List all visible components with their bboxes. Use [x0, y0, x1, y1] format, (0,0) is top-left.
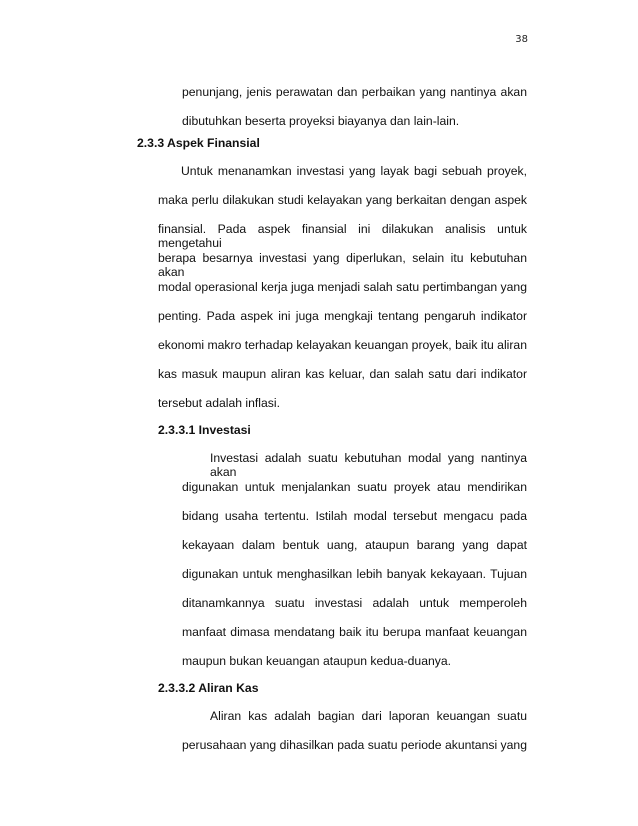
- paragraph-line: perusahaan yang dihasilkan pada suatu periode akuntansi yang: [182, 738, 527, 752]
- paragraph-line: berapa besarnya investasi yang diperlukan, selain itu kebutuhan akan: [158, 251, 527, 279]
- paragraph-line: kekayaan dalam bentuk uang, ataupun barang yang dapat: [182, 538, 527, 552]
- paragraph-line: kas masuk maupun aliran kas keluar, dan salah satu dari indikator: [158, 367, 527, 381]
- continuation-line: dibutuhkan beserta proyeksi biayanya dan lain-lain.: [182, 114, 460, 128]
- paragraph-line: bidang usaha tertentu. Istilah modal tersebut mengacu pada: [182, 509, 527, 523]
- page-number: 38: [515, 34, 528, 45]
- paragraph-line: penting. Pada aspek ini juga mengkaji tentang pengaruh indikator: [158, 309, 527, 323]
- paragraph-line: manfaat dimasa mendatang baik itu berupa manfaat keuangan: [182, 625, 527, 639]
- paragraph-line: digunakan untuk menghasilkan lebih banyak kekayaan. Tujuan: [182, 567, 527, 581]
- paragraph-line: Untuk menanamkan investasi yang layak bagi sebuah proyek,: [181, 164, 527, 178]
- paragraph-line: modal operasional kerja juga menjadi salah satu pertimbangan yang: [158, 280, 527, 294]
- paragraph-line: tersebut adalah inflasi.: [158, 396, 280, 410]
- paragraph-line: finansial. Pada aspek finansial ini dilakukan analisis untuk mengetahui: [158, 222, 527, 250]
- paragraph-line: Investasi adalah suatu kebutuhan modal yang nantinya akan: [210, 451, 527, 479]
- subsection-heading: 2.3.3.1 Investasi: [158, 423, 251, 437]
- subsection-heading: 2.3.3.2 Aliran Kas: [158, 681, 259, 695]
- continuation-line: penunjang, jenis perawatan dan perbaikan yang nantinya akan: [182, 85, 527, 99]
- paragraph-line: ekonomi makro terhadap kelayakan keuangan proyek, baik itu aliran: [158, 338, 527, 352]
- paragraph-line: Aliran kas adalah bagian dari laporan keuangan suatu: [210, 709, 527, 723]
- paragraph-line: maupun bukan keuangan ataupun kedua-duanya.: [182, 654, 452, 668]
- section-heading: 2.3.3 Aspek Finansial: [137, 136, 260, 150]
- paragraph-line: digunakan untuk menjalankan suatu proyek atau mendirikan: [182, 480, 527, 494]
- paragraph-line: maka perlu dilakukan studi kelayakan yang berkaitan dengan aspek: [158, 193, 527, 207]
- paragraph-line: ditanamkannya suatu investasi adalah untuk memperoleh: [182, 596, 527, 610]
